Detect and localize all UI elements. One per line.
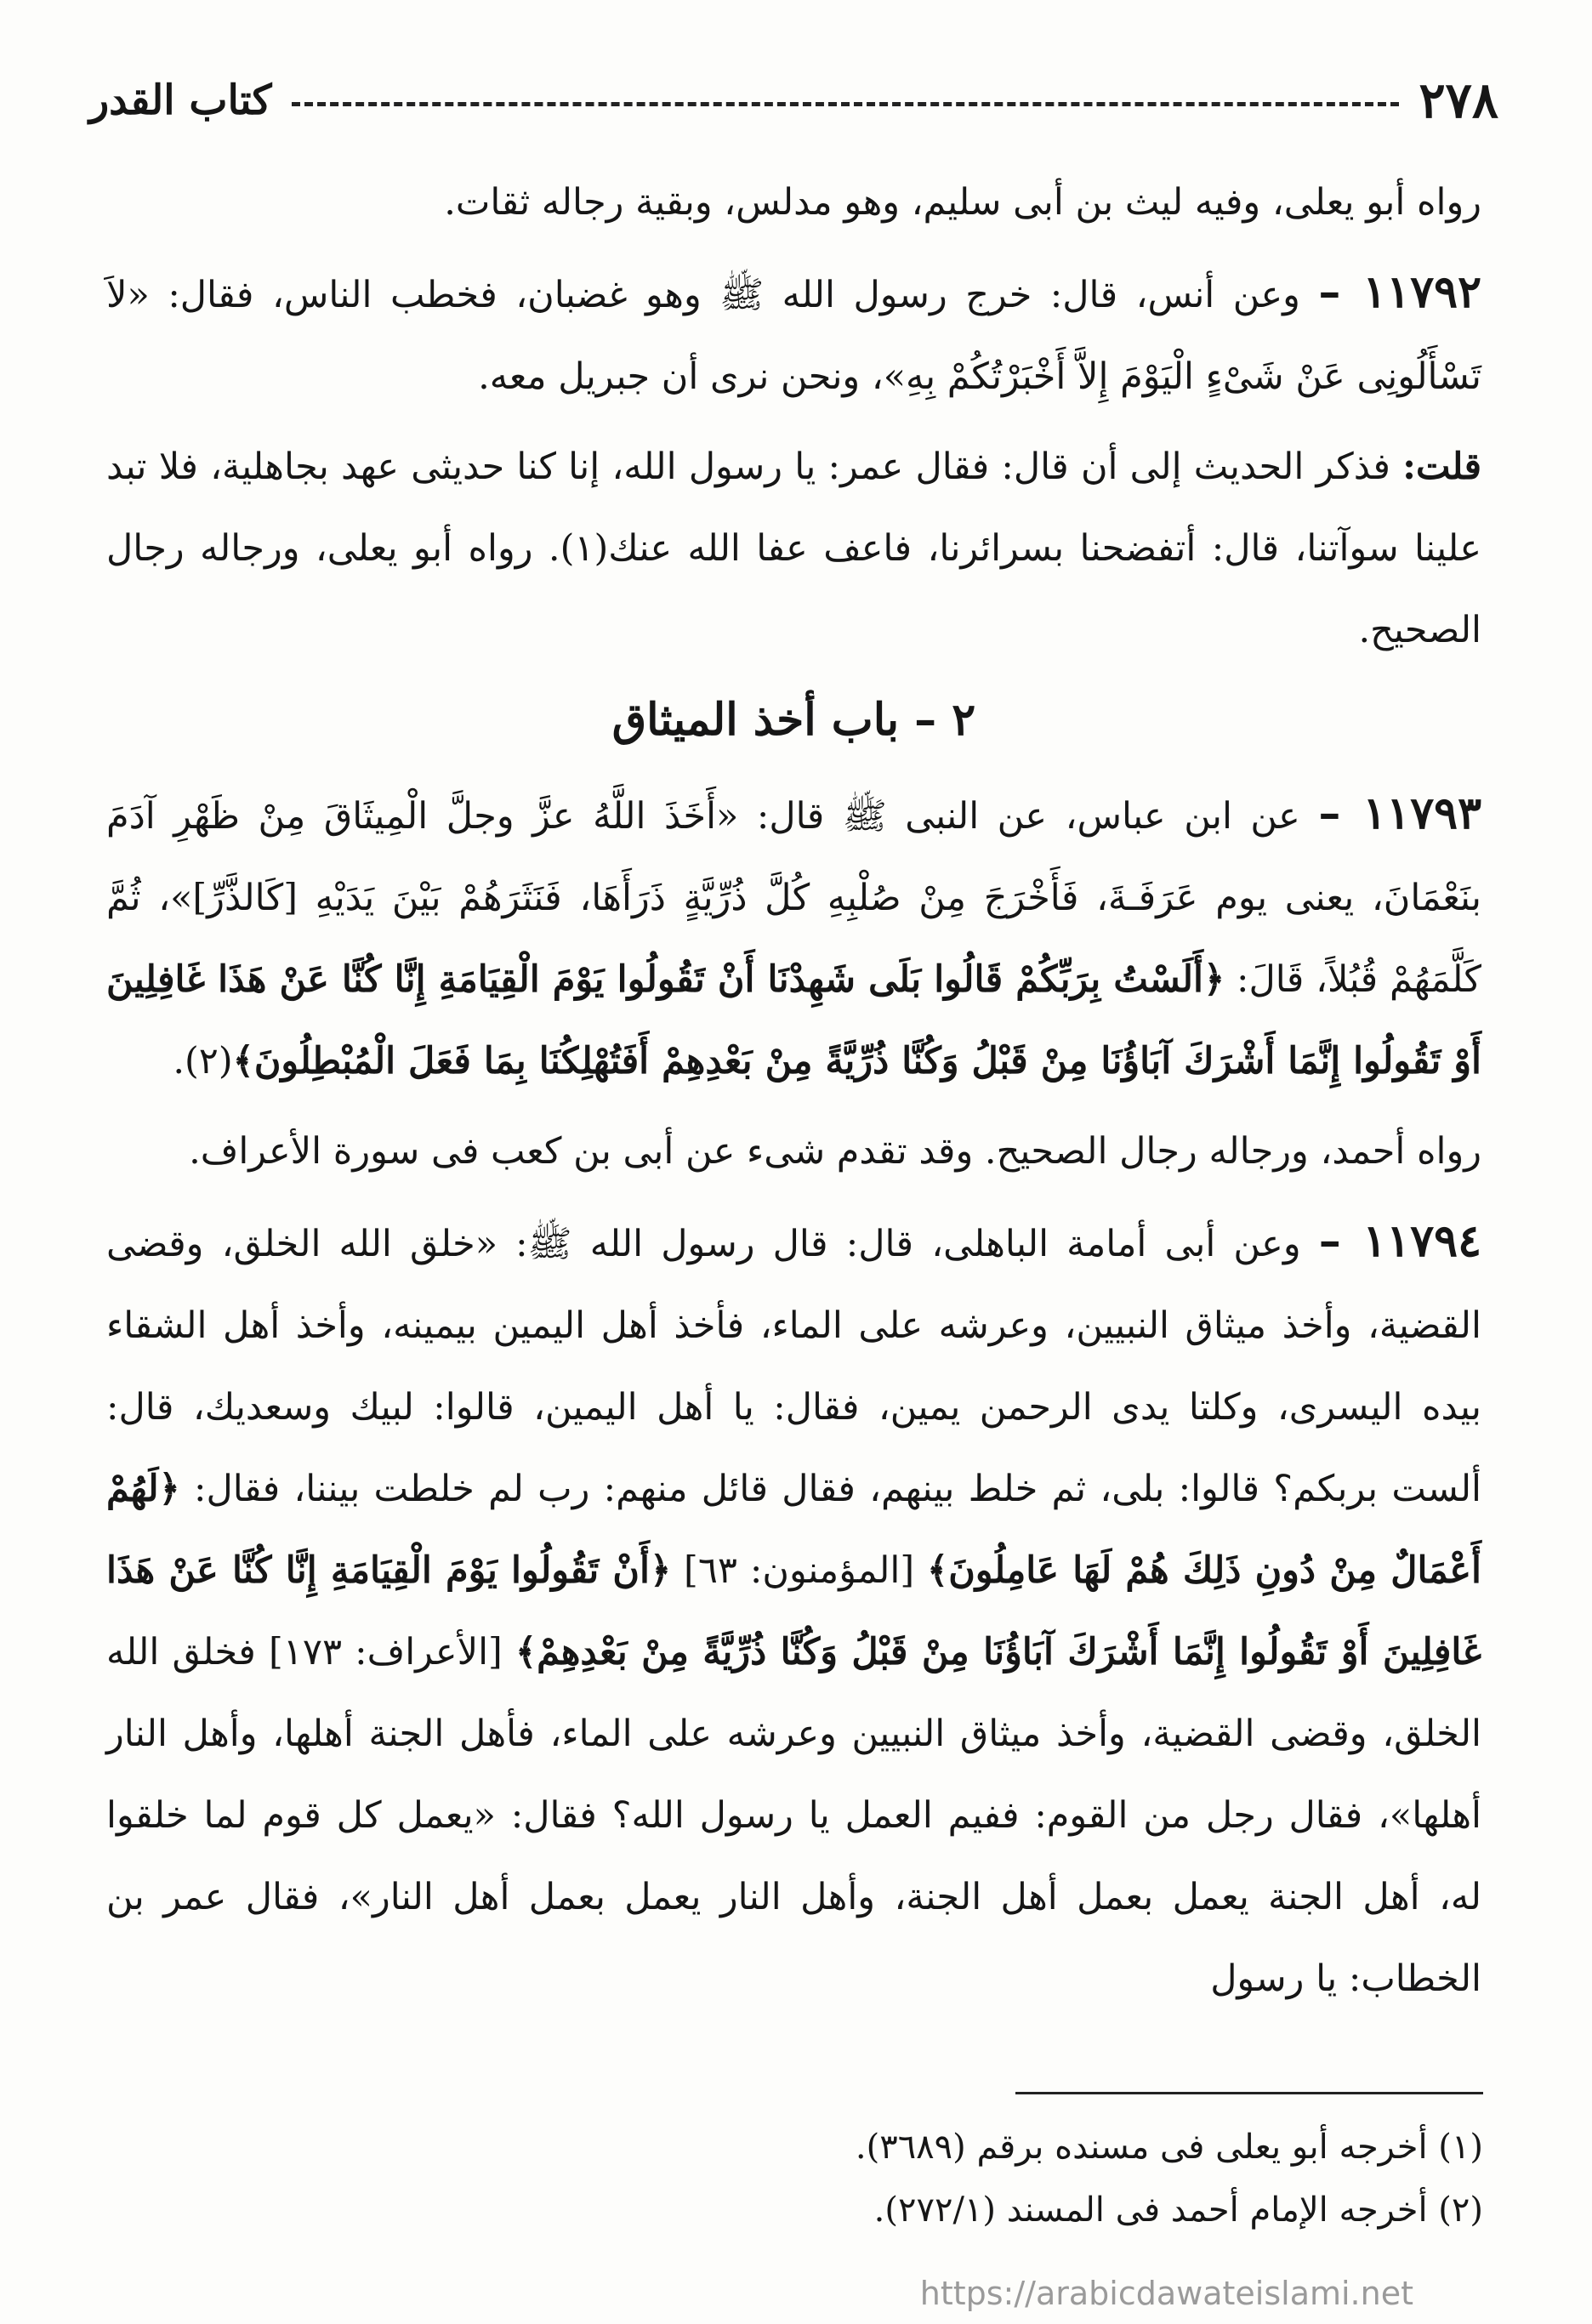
source-watermark: https://arabicdawateislami.net (919, 2275, 1413, 2312)
paragraph-narration: رواه أبو يعلى، وفيه ليث بن أبى سليم، وهو مدلس، وبقية رجاله ثقات. (444, 181, 1481, 224)
verse-reference: [المؤمنون: ٦٣] (684, 1549, 915, 1592)
commentary-text: فذكر الحديث إلى أن قال: فقال عمر: يا رسول الله، إنا كنا حديثى عهد بجاهلية، فلا تبد علينا سوآتنا، قال: أتفضحنا بسرائرنا، فاعف عفا الله عنك(١). رواه أبو يعلى، ورجاله رجال الصحيح. (106, 446, 1481, 651)
footnote-2: (٢) أخرجه الإمام أحمد فى المسند (٢٧٢/١). (873, 2190, 1483, 2230)
commentary-lead: قلت: (1402, 446, 1481, 488)
footnote-divider (1015, 2092, 1483, 2094)
hadith-text: وعن أنس، قال: خرج رسول الله ﷺ وهو غضبان، فخطب الناس، فقال: «لاَ تَسْأَلُونِى عَنْ شَىْءٍ الْيَوْمَ إِلاَّ أَخْبَرْتُكُمْ بِهِ»، ونحن نرى أن جبريل معه. (106, 274, 1481, 398)
hadith-11793 (106, 773, 1481, 1102)
quran-verse: ﴿لَهُمْ أَعْمَالٌ مِنْ دُونِ ذَلِكَ هُمْ لَهَا عَامِلُونَ﴾ (106, 1468, 1482, 1592)
book-title: كتاب القدر (89, 77, 272, 124)
hadith-11792 (106, 252, 1481, 418)
page-number: ٢٧٨ (1419, 71, 1498, 129)
hadith-text: عن ابن عباس، عن النبى ﷺ قال: «أَخَذَ اللَّهُ عزَّ وجلَّ الْمِيثَاقَ مِنْ ظَهْرِ آدَمَ بنَعْمَانَ، يعنى يوم عَرَفَـةَ، فَأَخْرَجَ مِنْ صُلْبِهِ كُلَّ ذُرِّيَّةٍ ذَرَأَهَا، فَنَثَرَهُمْ بَيْنَ يَدَيْهِ [كَالذَّرِّ]»، ثُمَّ كَلَّمَهُمْ قُبُلاً، قَالَ: (106, 795, 1481, 1001)
commentary-paragraph (106, 426, 1481, 671)
chapter-heading: ٢ – باب أخذ الميثاق (611, 694, 976, 746)
hadith-number: ١١٧٩٢ – (1318, 266, 1482, 318)
footnotes (106, 2116, 1483, 2242)
quran-verse: ﴿أَلَسْتُ بِرَبِّكُمْ قَالُوا بَلَى شَهِدْنَا أَنْ تَقُولُوا يَوْمَ الْقِيَامَةِ إِنَّا كُنَّا عَنْ هَذَا غَافِلِينَ أَوْ تَقُولُوا إِنَّمَا أَشْرَكَ آبَاؤُنَا مِنْ قَبْلُ وَكُنَّا ذُرِّيَّةً مِنْ بَعْدِهِمْ أَفَتُهْلِكُنَا بِمَا فَعَلَ الْمُبْطِلُونَ﴾ (106, 958, 1481, 1082)
hadith-11794 (106, 1201, 1481, 2020)
hadith-text-continued: فخلق الله الخلق، وقضى القضية، وأخذ ميثاق النبيين وعرشه على الماء، فأهل الجنة أهلها، وأهل النار أهلها»، فقال رجل من القوم: ففيم العمل يا رسول الله؟ فقال: «يعمل كل قوم لما خلقوا له، أهل الجنة يعمل بعمل أهل الجنة، وأهل النار يعمل بعمل أهل النار»، فقال عمر بن الخطاب: يا رسول (106, 1631, 1481, 2000)
hadith-number: ١١٧٩٣ – (1318, 787, 1482, 839)
quran-verse: ﴿أَنْ تَقُولُوا يَوْمَ الْقِيَامَةِ إِنَّا كُنَّا عَنْ هَذَا غَافِلِينَ أَوْ تَقُولُوا إِنَّمَا أَشْرَكَ آبَاؤُنَا مِنْ قَبْلُ وَكُنَّا ذُرِّيَّةً مِنْ بَعْدِهِمْ﴾ (106, 1549, 1482, 1673)
page-header (89, 66, 1498, 134)
header-divider (292, 102, 1398, 106)
footnote-1: (١) أخرجه أبو يعلى فى مسنده برقم (٣٦٨٩). (855, 2128, 1483, 2167)
hadith-text: وعن أبى أمامة الباهلى، قال: قال رسول الله ﷺ: «خلق الله الخلق، وقضى القضية، وأخذ ميثاق النبيين، وعرشه على الماء، فأخذ أهل اليمين بيمينه، وأخذ أهل الشقاء بيده اليسرى، وكلتا يدى الرحمن يمين، فقال: يا أهل اليمين، قالوا: لبيك وسعديك، قال: ألست بربكم؟ قالوا: بلى، ثم خلط بينهم، فقال قائل منهم: رب لم خلطت بيننا، فقال: (106, 1223, 1481, 1510)
verse-reference: [الأعراف: ١٧٣] (268, 1631, 503, 1673)
hadith-number: ١١٧٩٤ – (1318, 1215, 1482, 1267)
page-body (106, 162, 1481, 2028)
footnote-ref: (٢). (173, 1040, 233, 1082)
narration-ahmad: رواه أحمد، ورجاله رجال الصحيح. وقد تقدم شىء عن أبى بن كعب فى سورة الأعراف. (189, 1130, 1481, 1173)
